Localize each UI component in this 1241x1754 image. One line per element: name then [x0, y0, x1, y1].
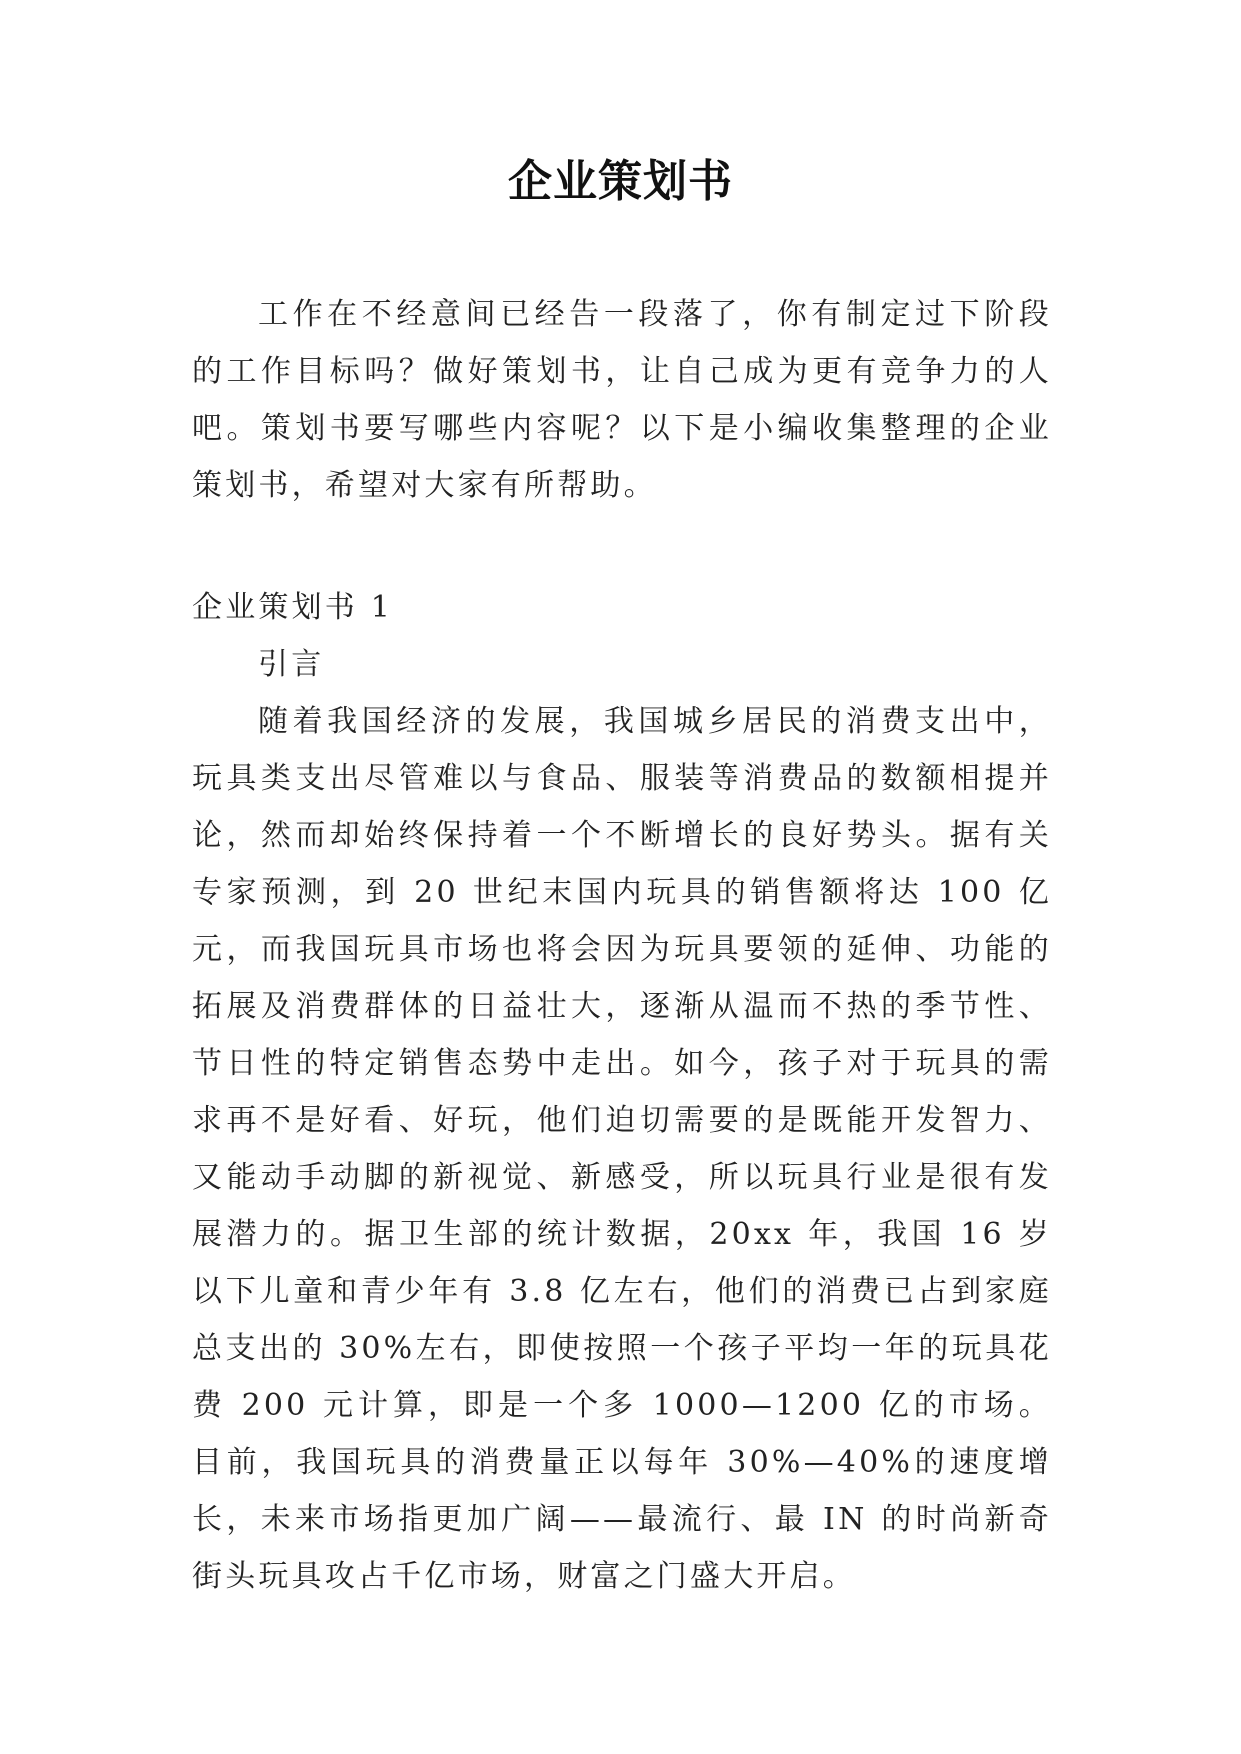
body-paragraph: 随着我国经济的发展，我国城乡居民的消费支出中，玩具类支出尽管难以与食品、服装等消费品的数额相提并论，然而却始终保持着一个不断增长的良好势头。据有关专家预测，到 20 世纪末国内玩具的销售额将达 100 亿元，而我国玩具市场也将会因为玩具要领的延伸、功能的拓展及消费群体的日益壮大，逐渐从温而不热的季节性、节日性的特定销售态势中走出。如今，孩子对于玩具的需求再不是好看、好玩，他们迫切需要的是既能开发智力、又能动手动脚的新视觉、新感受，所以玩具行业是很有发展潜力的。据卫生部的统计数据，20xx 年，我国 16 岁以下儿童和青少年有 3.8 亿左右，他们的消费已占到家庭总支出的 30%左右，即使按照一个孩子平均一年的玩具花费 200 元计算，即是一个多 1000—1200 亿的市场。目前，我国玩具的消费量正以每年 30%—40%的速度增长，未来市场指更加广阔——最流行、最 IN 的时尚新奇街头玩具攻占千亿市场，财富之门盛大开启。 — [192, 704, 1052, 1594]
intro-paragraph: 工作在不经意间已经告一段落了，你有制定过下阶段的工作目标吗？做好策划书，让自己成为更有竞争力的人吧。策划书要写哪些内容呢？以下是小编收集整理的企业策划书，希望对大家有所帮助。 — [192, 297, 1052, 503]
document-title: 企业策划书 — [508, 156, 733, 207]
subheading-introduction: 引言 — [258, 647, 325, 682]
section-heading: 企业策划书 1 — [192, 590, 394, 625]
